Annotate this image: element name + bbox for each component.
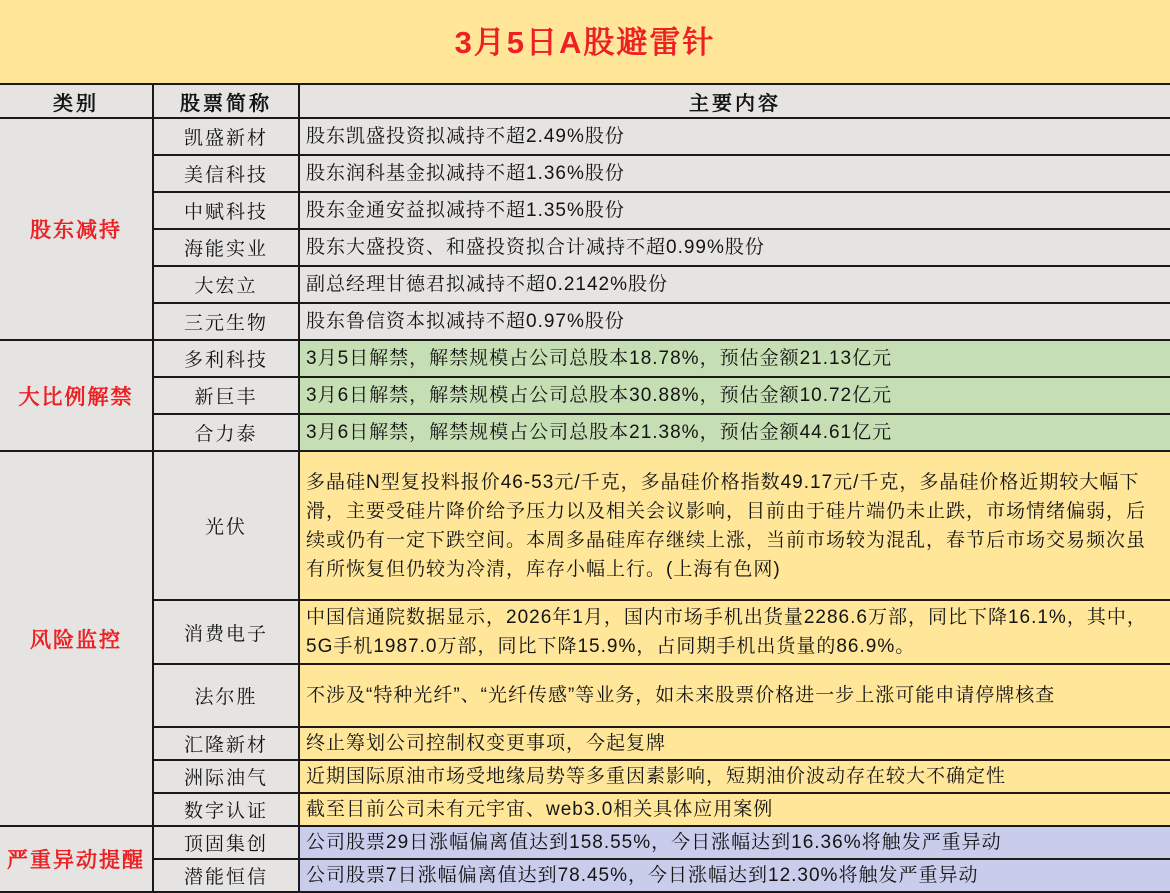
category-severe-fluctuation-alert: 严重异动提醒 (0, 826, 153, 892)
column-header-stock: 股票简称 (153, 85, 299, 118)
row-content: 公司股票7日涨幅偏离值达到78.45%，今日涨幅达到12.30%将触发严重异动 (299, 859, 1170, 892)
column-header-content: 主要内容 (299, 85, 1170, 118)
row-content: 中国信通院数据显示，2026年1月，国内市场手机出货量2286.6万部，同比下降16.1%，其中，5G手机1987.0万部，同比下降15.9%，占同期手机出货量的86.9%。 (299, 600, 1170, 664)
stock-name: 消费电子 (153, 600, 299, 664)
table-row (0, 451, 1170, 600)
table-row (0, 118, 1170, 155)
row-content: 股东大盛投资、和盛投资拟合计减持不超0.99%股份 (299, 229, 1170, 266)
table-row (0, 414, 1170, 451)
stock-name: 新巨丰 (153, 377, 299, 414)
alert-table (0, 85, 1170, 893)
stock-name: 凯盛新材 (153, 118, 299, 155)
category-risk-monitoring: 风险监控 (0, 451, 153, 826)
header-row (0, 85, 1170, 118)
row-content: 股东金通安益拟减持不超1.35%股份 (299, 192, 1170, 229)
stock-name: 光伏 (153, 451, 299, 600)
row-content: 股东润科基金拟减持不超1.36%股份 (299, 155, 1170, 192)
stock-name: 洲际油气 (153, 760, 299, 793)
stock-name: 多利科技 (153, 340, 299, 377)
stock-name: 法尔胜 (153, 664, 299, 727)
table-row (0, 793, 1170, 826)
column-header-category: 类别 (0, 85, 153, 118)
stock-name: 大宏立 (153, 266, 299, 303)
stock-name: 顶固集创 (153, 826, 299, 859)
table-row (0, 266, 1170, 303)
row-content: 3月6日解禁，解禁规模占公司总股本21.38%，预估金额44.61亿元 (299, 414, 1170, 451)
table-row (0, 760, 1170, 793)
row-content: 股东鲁信资本拟减持不超0.97%股份 (299, 303, 1170, 340)
stock-name: 合力泰 (153, 414, 299, 451)
table-row (0, 664, 1170, 727)
table-row (0, 340, 1170, 377)
row-content: 3月5日解禁，解禁规模占公司总股本18.78%，预估金额21.13亿元 (299, 340, 1170, 377)
row-content: 3月6日解禁，解禁规模占公司总股本30.88%，预估金额10.72亿元 (299, 377, 1170, 414)
stock-name: 中赋科技 (153, 192, 299, 229)
table-row (0, 377, 1170, 414)
stock-name: 汇隆新材 (153, 727, 299, 760)
table-row (0, 192, 1170, 229)
row-content: 公司股票29日涨幅偏离值达到158.55%，今日涨幅达到16.36%将触发严重异动 (299, 826, 1170, 859)
row-content: 截至目前公司未有元宇宙、web3.0相关具体应用案例 (299, 793, 1170, 826)
stock-name: 三元生物 (153, 303, 299, 340)
row-content: 近期国际原油市场受地缘局势等多重因素影响，短期油价波动存在较大不确定性 (299, 760, 1170, 793)
row-content: 不涉及“特种光纤”、“光纤传感”等业务，如未来股票价格进一步上涨可能申请停牌核查 (299, 664, 1170, 727)
table-row (0, 303, 1170, 340)
stock-name: 美信科技 (153, 155, 299, 192)
category-shareholder-reduction: 股东减持 (0, 118, 153, 340)
row-content: 多晶硅N型复投料报价46-53元/千克，多晶硅价格指数49.17元/千克，多晶硅价格近期较大幅下滑，主要受硅片降价给予压力以及相关会议影响，目前由于硅片端仍未止跌，市场情绪偏弱，后续或仍有一定下跌空间。本周多晶硅库存继续上涨，当前市场较为混乱，春节后市场交易频次虽有所恢复但仍较为冷清，库存小幅上行。(上海有色网) (299, 451, 1170, 600)
table-row (0, 229, 1170, 266)
stock-name: 潜能恒信 (153, 859, 299, 892)
table-row (0, 600, 1170, 664)
stock-name: 海能实业 (153, 229, 299, 266)
row-content: 股东凯盛投资拟减持不超2.49%股份 (299, 118, 1170, 155)
row-content: 副总经理甘德君拟减持不超0.2142%股份 (299, 266, 1170, 303)
stock-name: 数字认证 (153, 793, 299, 826)
table-row (0, 859, 1170, 892)
table-row (0, 155, 1170, 192)
page-title: 3月5日A股避雷针 (0, 0, 1170, 85)
category-large-unlock: 大比例解禁 (0, 340, 153, 451)
table-row (0, 826, 1170, 859)
row-content: 终止筹划公司控制权变更事项，今起复牌 (299, 727, 1170, 760)
table-row (0, 727, 1170, 760)
